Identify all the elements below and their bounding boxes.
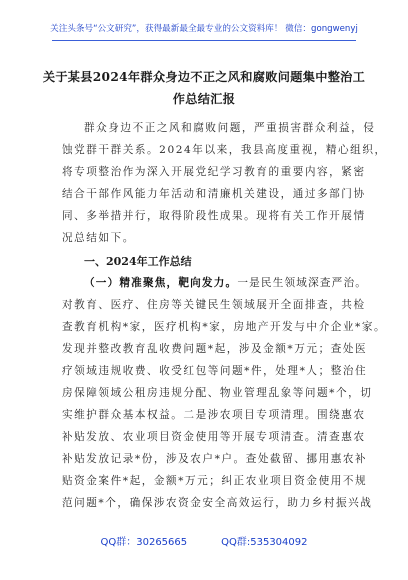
body-line: 疗领域违规收费、收受红包等问题*件，处理*人；整治住 xyxy=(62,365,368,377)
header-divider xyxy=(52,40,356,41)
qq-group-2: QQ群:535304092 xyxy=(221,537,308,548)
document-title-line-1: 关于某县2024年群众身边不正之风和腐败问题集中整治工 xyxy=(42,70,366,84)
body-line: 补贴发放记录*份，涉及农户*户。查处截留、挪用惠农补 xyxy=(62,453,368,465)
intro-line: 况总结如下。 xyxy=(62,232,135,244)
intro-line: 结合干部作风能力年活动和清廉机关建设，通过多部门协 xyxy=(62,188,366,200)
subsection-first-text: 一是民生领域深查严治。 xyxy=(237,277,368,289)
intro-line: 同、多举措并行，取得阶段性成果。现将有关工作开展情 xyxy=(62,210,366,222)
qq-group-1: QQ群：30265665 xyxy=(100,537,188,548)
body-line: 范问题*个，确保涉农资金安全高效运行，助力乡村振兴战 xyxy=(62,497,373,509)
subsection-heading: （一）精准聚焦，靶向发力。 xyxy=(84,277,238,289)
section-heading: 一、2024年工作总结 xyxy=(84,255,192,268)
body-line: 发现并整改教育乱收费问题*起，涉及金额*万元；查处医 xyxy=(62,343,368,355)
body-line: 贴资金案件*起，金额*万元；纠正农业项目资金使用不规 xyxy=(62,475,368,487)
body-line: 实维护群众基本权益。二是涉农项目专项清理。围绕惠农 xyxy=(62,409,366,421)
intro-line: 将专项整治作为深入开展党纪学习教育的重要内容，紧密 xyxy=(62,166,366,178)
body-line: 补贴发放、农业项目资金使用等开展专项清查。清查惠农 xyxy=(62,431,366,443)
document-title-line-2: 作总结汇报 xyxy=(172,92,236,106)
body-line: 房保障领域公租房违规分配、物业管理乱象等问题*个，切 xyxy=(62,387,373,399)
body-line: 对教育、医疗、住房等关键民生领域展开全面排查，共检 xyxy=(62,299,366,311)
intro-line: 群众身边不正之风和腐败问题，严重损害群众利益，侵 xyxy=(84,122,376,134)
body-line: 查教育机构*家，医疗机构*家，房地产开发与中介企业*家。 xyxy=(62,321,387,333)
intro-line: 蚀党群干群关系。2024年以来，我县高度重视，精心组织， xyxy=(62,144,387,156)
footer-contact xyxy=(0,533,408,548)
subsection-first-line xyxy=(84,275,368,290)
header-banner: 关注头条号“公文研究”，获得最新最全最专业的公文资料库！ 微信：gongwenyj xyxy=(50,24,358,34)
